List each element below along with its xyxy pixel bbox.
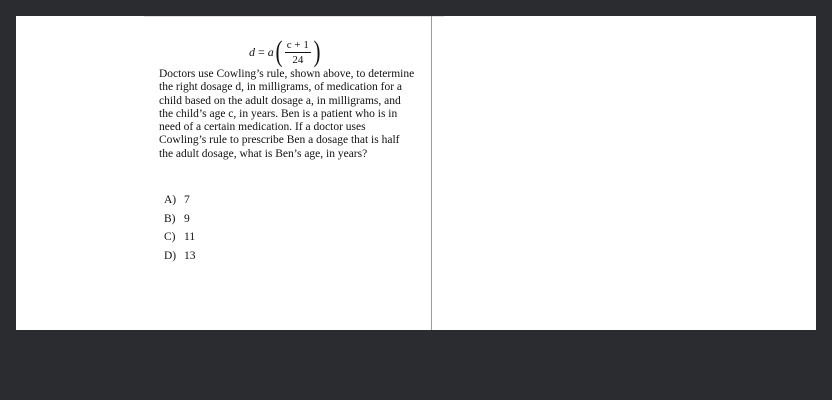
choice-value: 11 xyxy=(184,231,196,243)
formula-lhs: d xyxy=(249,44,255,59)
choice-value: 7 xyxy=(184,194,190,206)
formula-equals: = xyxy=(258,44,265,59)
fraction-denominator: 24 xyxy=(292,53,304,66)
question-paragraph: Doctors use Cowling’s rule, shown above, to determine the right dosage d, in milligrams, of medication for a child based on the adult dosage a, in milligrams, and the child’s age c, in years. Ben is a patient who is in need of a certain medication. If a doctor uses Cowling’s rule to prescribe Ben a dosage that is half the adult dosage, what is Ben’s age, in years? xyxy=(159,68,415,160)
document-page xyxy=(16,16,816,330)
choice-a[interactable] xyxy=(164,194,196,213)
choice-c[interactable] xyxy=(164,231,196,250)
right-paren: ) xyxy=(313,35,321,68)
choice-letter: C) xyxy=(164,231,176,243)
choice-letter: A) xyxy=(164,194,177,206)
choice-d[interactable] xyxy=(164,250,196,269)
fraction-numerator: c + 1 xyxy=(286,38,309,51)
choice-value: 9 xyxy=(184,212,190,225)
answer-choices xyxy=(164,194,196,268)
top-rule xyxy=(144,16,444,17)
column-divider xyxy=(431,16,432,330)
choice-value: 13 xyxy=(184,249,196,262)
question-text xyxy=(159,68,415,161)
formula-fraction xyxy=(285,39,311,66)
cowling-formula xyxy=(249,32,322,72)
choice-letter: D) xyxy=(164,249,177,262)
choice-letter: B) xyxy=(164,212,176,225)
formula-coef: a xyxy=(267,44,274,59)
choice-b[interactable] xyxy=(164,213,196,232)
left-paren: ( xyxy=(275,35,283,68)
